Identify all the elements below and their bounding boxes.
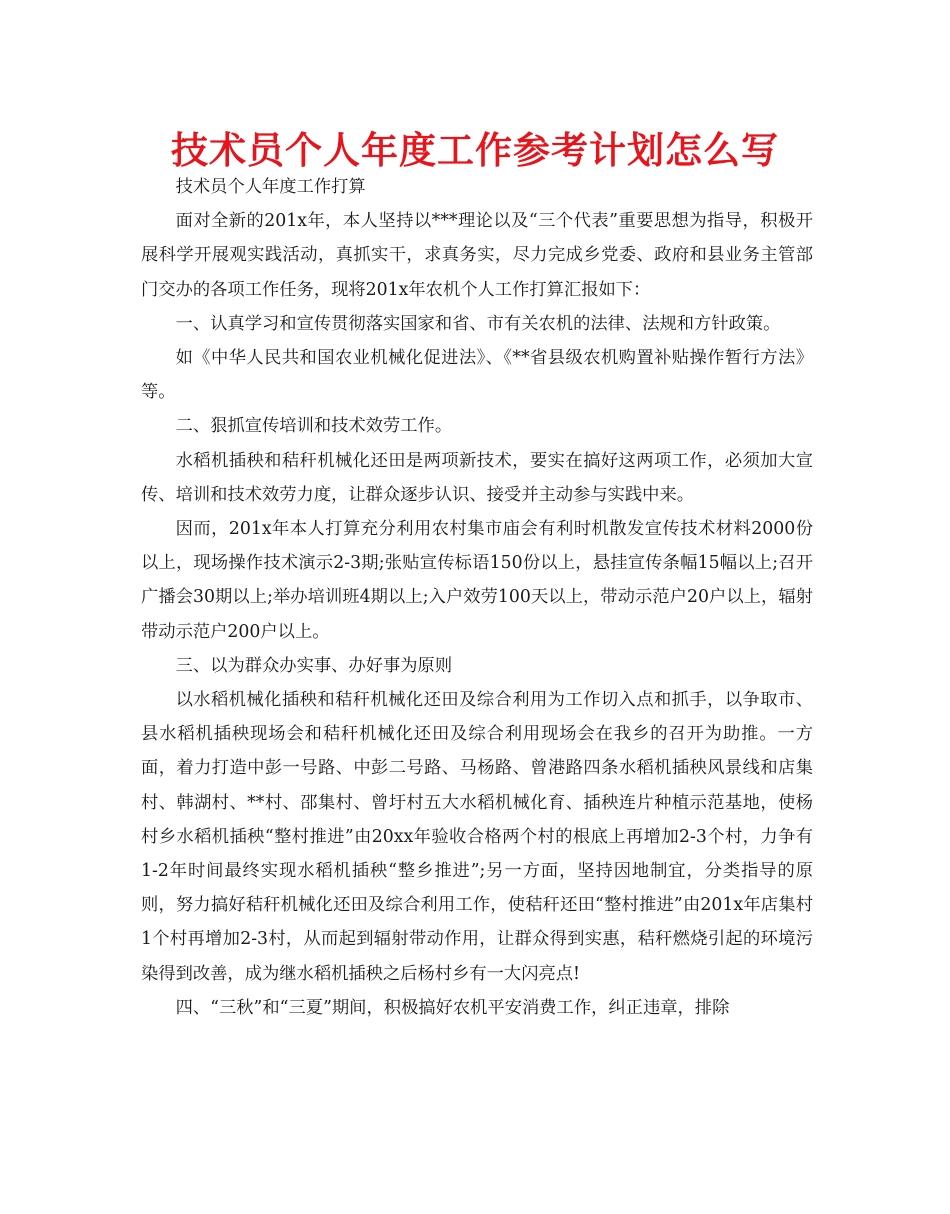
paragraph-section-2-heading: 二、狠抓宣传培训和技术效劳工作。 (175, 416, 453, 437)
paragraph-intro: 面对全新的201x年，本人坚持以***理论以及“三个代表”重要思想为指导，积极开展科学开展观实践活动，真抓实干，求真务实，尽力完成乡党委、政府和县业务主管部门交办的各项工作任务，现将201x年农机个人工作打算汇报如下： (141, 211, 813, 300)
paragraph-section-2-body: 水稻机插秧和秸秆机械化还田是两项新技术，要实在搞好这两项工作，必须加大宣传、培训和技术效劳力度，让群众逐步认识、接受并主动参与实践中来。 (141, 450, 813, 505)
paragraph-section-1-body: 如《中华人民共和国农业机械化促进法》、《**省县级农机购置补贴操作暂行方法》等。 (141, 348, 813, 403)
paragraph-section-3-body: 以水稻机械化插秧和秸秆机械化还田及综合利用为工作切入点和抓手，以争取市、县水稻机插秧现场会和秸秆机械化还田及综合利用现场会在我乡的召开为助推。一方面，着力打造中彭一号路、中彭二号路、马杨路、曾港路四条水稻机插秧风景线和店集村、韩湖村、**村、邵集村、曾圩村五大水稻机械化育、插秧连片种植示范基地，使杨村乡水稻机插秧“整村推进”由20xx年验收合格两个村的根底上再增加2-3个村，力争有1-2年时间最终实现水稻机插秧“整乡推进”;另一方面，坚持因地制宜，分类指导的原则，努力搞好秸秆机械化还田及综合利用工作，使秸秆还田“整村推进”由201x年店集村1个村再增加2-3村，从而起到辐射带动作用，让群众得到实惠，秸秆燃烧引起的环境污染得到改善，成为继水稻机插秧之后杨村乡有一大闪亮点! (141, 690, 813, 984)
paragraph-section-1-heading: 一、认真学习和宣传贯彻落实国家和省、市有关农机的法律、法规和方针政策。 (175, 313, 781, 334)
paragraph-section-3-heading: 三、以为群众办实事、办好事为原则 (175, 655, 453, 676)
document-title: 技术员个人年度工作参考计划怎么写 (171, 129, 779, 172)
paragraph-section-4-heading: 四、“三秋”和“三夏”期间，积极搞好农机平安消费工作，纠正违章，排除 (175, 997, 730, 1018)
document-body (141, 170, 813, 1025)
paragraph-subtitle: 技术员个人年度工作打算 (175, 177, 366, 197)
paragraph-section-2-plan: 因而，201x年本人打算充分利用农村集市庙会有利时机散发宣传技术材料2000份以上，现场操作技术演示2-3期;张贴宣传标语150份以上，悬挂宣传条幅15幅以上;召开广播会30期以上;举办培训班4期以上;入户效劳100天以上，带动示范户20户以上，辐射带动示范户200户以上。 (141, 519, 813, 642)
